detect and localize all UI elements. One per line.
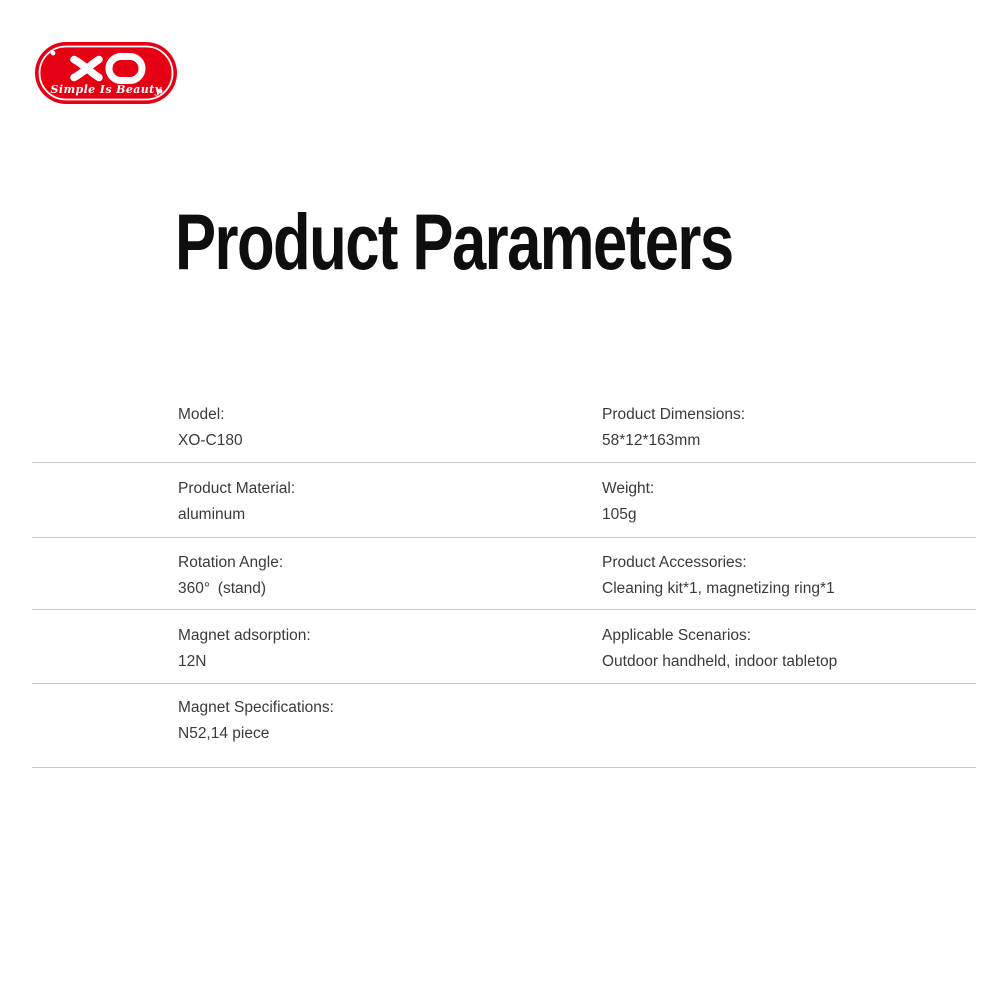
spec-cell-material: [32, 476, 602, 537]
spec-value: Cleaning kit*1, magnetizing ring*1: [602, 580, 835, 597]
spec-cell-empty: [602, 695, 976, 767]
spec-value: 58*12*163mm: [602, 432, 701, 449]
spec-label: Magnet Specifications:: [178, 699, 334, 716]
spec-label: Model:: [178, 406, 225, 423]
spec-cell-accessories: [602, 550, 976, 609]
spec-value: Outdoor handheld, indoor tabletop: [602, 653, 838, 670]
spec-cell-rotation: [32, 550, 602, 609]
spec-value: N52,14 piece: [178, 725, 270, 742]
spec-label: Applicable Scenarios:: [602, 627, 752, 644]
spec-value: aluminum: [178, 506, 246, 523]
spec-row-magnet-specs: [32, 684, 976, 768]
spec-row-material-weight: [32, 463, 976, 538]
spec-value: 105g: [602, 506, 637, 523]
spec-label: Rotation Angle:: [178, 554, 284, 571]
spec-label: Product Accessories:: [602, 554, 747, 571]
spec-label: Product Material:: [178, 480, 296, 497]
spec-cell-magnet-specs: [32, 695, 602, 767]
spec-value: 12N: [178, 653, 207, 670]
spec-cell-scenarios: [602, 623, 976, 683]
logo-dot-top-left-icon: [51, 51, 56, 56]
spec-cell-dimensions: [602, 402, 976, 462]
page-title: Product Parameters: [175, 197, 733, 286]
spec-value: XO-C180: [178, 432, 243, 449]
spec-cell-adsorption: [32, 623, 602, 683]
spec-cell-model: [32, 402, 602, 462]
spec-row-adsorption-scenarios: [32, 610, 976, 684]
spec-label: Magnet adsorption:: [178, 627, 311, 644]
spec-row-rotation-accessories: [32, 538, 976, 610]
xo-logo: [35, 42, 177, 104]
spec-label: Product Dimensions:: [602, 406, 746, 423]
logo-tagline: Simple Is Beauty: [50, 82, 162, 96]
spec-row-model-dimensions: [32, 398, 976, 463]
spec-table: [32, 398, 976, 768]
spec-cell-weight: [602, 476, 976, 537]
spec-value: 360° (stand): [178, 580, 267, 597]
spec-label: Weight:: [602, 480, 655, 497]
